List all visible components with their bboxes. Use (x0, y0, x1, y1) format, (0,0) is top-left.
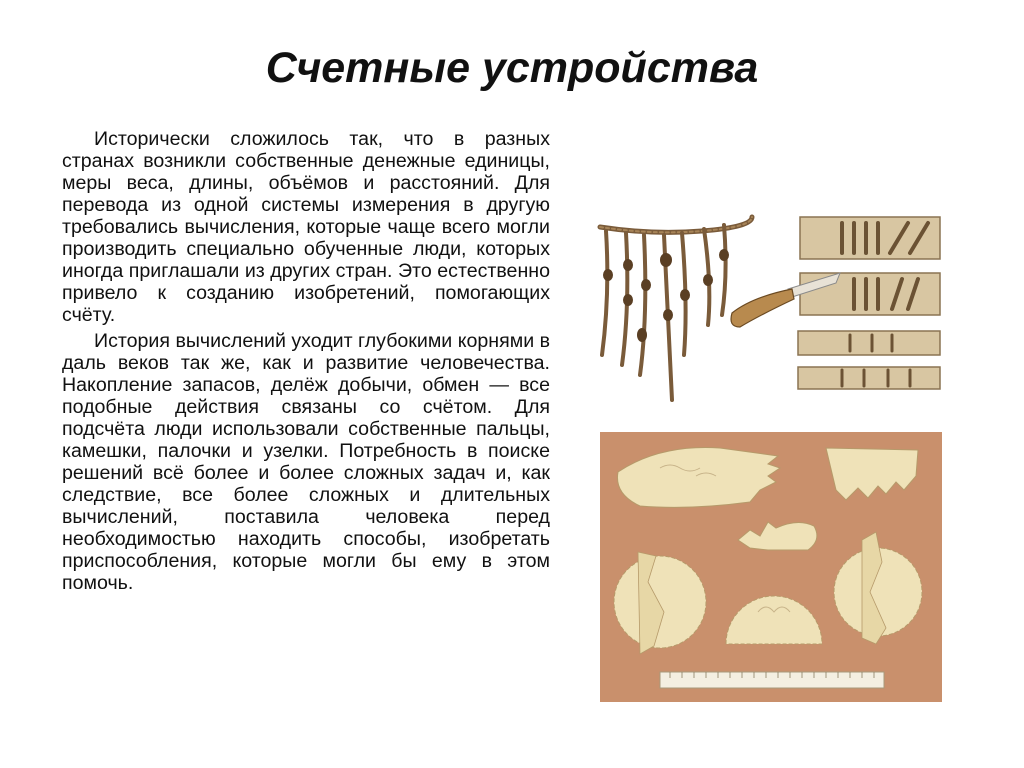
tally-sticks (798, 217, 940, 389)
counting-tools-illustration (592, 205, 944, 405)
ruler (660, 672, 884, 688)
ancient-counting-artifacts-illustration (600, 432, 942, 702)
paragraph-1: Исторически сложилось так, что в разных странах возникли собственные денежные единицы, меры веса, длины, объёмов и расстояний. Для перевода из одной системы измерения в другую требовались вычисления, которые чаще всего могли производить специально обученные люди, которых иногда приглашали из других стран. Это естественно привело к созданию изобретений, помогающих счёту. (62, 128, 550, 326)
knotted-cords (600, 217, 752, 400)
page-title: Счетные устройства (265, 44, 759, 92)
body-text (62, 128, 550, 598)
paragraph-2: История вычислений уходит глубокими корнями в даль веков так же, как и развитие человечества. Накопление запасов, делёж добычи, обмен — все подобные действия связаны со счётом. Для подсчёта люди использовали собственные пальцы, камешки, палочки и узелки. Потребность в поиске решений всё более и более сложных задач и, как следствие, все более сложных и длительных вычислений, поставила человека перед необходимостью находить способы, изобретать приспособления, которые могли бы ему в этом помочь. (62, 330, 550, 594)
